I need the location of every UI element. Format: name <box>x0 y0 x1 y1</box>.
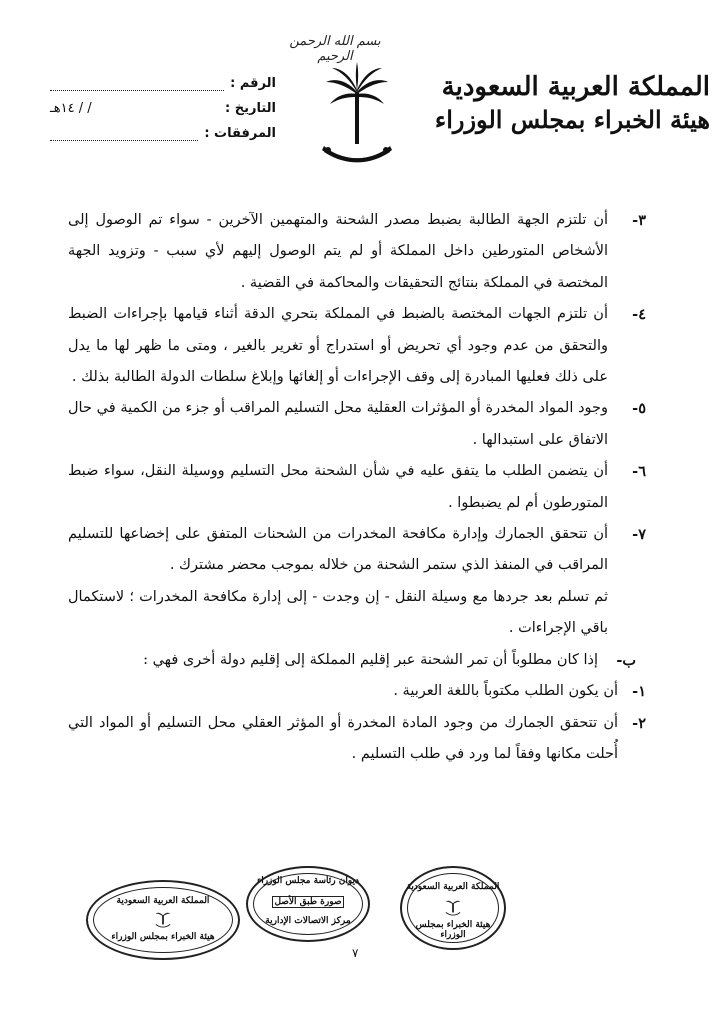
reference-block <box>50 66 276 141</box>
clause-text: أن يكون الطلب مكتوباً باللغة العربية . <box>393 683 618 700</box>
clause-number: ٧- <box>632 526 646 544</box>
clause-text: وجود المواد المخدرة أو المؤثرات العقلية محل التسليم المراقب أو جزء من الكمية في حال الاتفاق على استبدالها . <box>68 400 608 448</box>
org-name-line-2: هيئة الخبراء بمجلس الوزراء <box>434 105 710 134</box>
seal-text-top: المملكة العربية السعودية <box>406 882 500 892</box>
basmala: بسم الله الرحمن الرحيم <box>289 34 381 64</box>
clause-item <box>68 519 646 645</box>
seal-text-bottom: هيئة الخبراء بمجلس الوزراء <box>415 920 491 940</box>
seal-text-top: المملكة العربية السعودية <box>116 896 210 906</box>
clause-number: ٢- <box>632 714 646 732</box>
attachments-row <box>50 116 276 141</box>
seal-text-bottom: مركز الاتصالات الإدارية <box>265 916 351 926</box>
clause-item <box>68 456 646 519</box>
clause-item <box>68 299 646 393</box>
clause-item <box>68 676 646 707</box>
document-body <box>68 205 646 770</box>
org-name-line-1: المملكة العربية السعودية <box>441 72 710 102</box>
number-label: الرقم : <box>230 76 276 91</box>
section-text: إذا كان مطلوباً أن تمر الشحنة عبر إقليم المملكة إلى إقليم دولة أخرى فهي : <box>143 651 598 668</box>
clause-text: أن تلتزم الجهات المختصة بالضبط في المملكة بتحري الدقة أثناء قيامها بإجراءات الضبط والتحقق من عدم وجود أي تحريض أو استدراج أو تغرير بالغير ، ومتى ما ظهر لها ما يدل على ذلك فعليها المبادرة إلى وقف الإجراءات أو إلغائها وإبلاغ سلطات الدولة الطالبة بذلك . <box>68 306 608 386</box>
saudi-emblem-icon <box>322 62 392 172</box>
organization-name <box>420 70 710 136</box>
section-letter: ب- <box>616 651 636 669</box>
page-number: ٧ <box>352 946 359 960</box>
clause-text: أن يتضمن الطلب ما يتفق عليه في شأن الشحنة محل التسليم ووسيلة النقل، سواء ضبط المتورطون أم لم يضبطوا . <box>68 463 608 511</box>
seal-text-bottom: هيئة الخبراء بمجلس الوزراء <box>111 932 215 942</box>
emblem-icon <box>444 898 462 916</box>
clause-number: ٤- <box>632 306 646 324</box>
seal-text-top: ديوان رئاسة مجلس الوزراء <box>256 876 360 886</box>
attachments-field <box>50 126 198 141</box>
emblem-icon <box>154 910 172 928</box>
date-label: التاريخ : <box>225 101 276 116</box>
clause-number: ٣- <box>632 212 646 229</box>
section-heading-item <box>68 645 636 676</box>
clause-text: أن تلتزم الجهة الطالبة بضبط مصدر الشحنة والمتهمين الآخرين - سواء تم الوصول إلى الأشخاص المتورطين داخل المملكة أو لم يتم الوصول إليهم لأي سبب - وتزويد الجهة المختصة في المملكة بنتائج التحقيقات والمحاكمة في القضية . <box>68 212 608 291</box>
date-row <box>50 91 276 116</box>
attachments-label: المرفقات : <box>204 126 276 141</box>
seal-experts-commission-left <box>86 880 240 960</box>
seal-experts-commission-right <box>400 866 506 950</box>
number-row <box>50 66 276 91</box>
clause-continuation: ثم تسلم بعد جردها مع وسيلة النقل - إن وجدت - إلى إدارة مكافحة المخدرات ؛ لاستكمال باقي الإجراءات . <box>68 588 608 637</box>
clause-number: ٦- <box>632 463 646 481</box>
clause-text: أن تتحقق الجمارك من وجود المادة المخدرة أو المؤثر العقلي محل التسليم أو المواد التي أُحلت مكانها وفقاً لما ورد في طلب التسليم . <box>68 714 618 762</box>
clause-item <box>68 393 646 456</box>
seal-true-copy-middle <box>246 866 370 942</box>
clause-number: ٥- <box>632 400 646 418</box>
clause-item <box>68 205 646 299</box>
seal-text-band: صورة طبق الأصل <box>272 896 344 908</box>
number-field <box>50 76 224 91</box>
date-value: / / ١٤هـ <box>50 101 92 116</box>
clause-item <box>68 708 646 771</box>
clause-text: أن تتحقق الجمارك وإدارة مكافحة المخدرات من الشحنات المتفق على إخضاعها للتسليم المراقب في المنفذ الذي ستمر الشحنة من خلاله بموجب محضر مشترك . <box>68 526 608 574</box>
clause-number: ١- <box>632 683 646 701</box>
